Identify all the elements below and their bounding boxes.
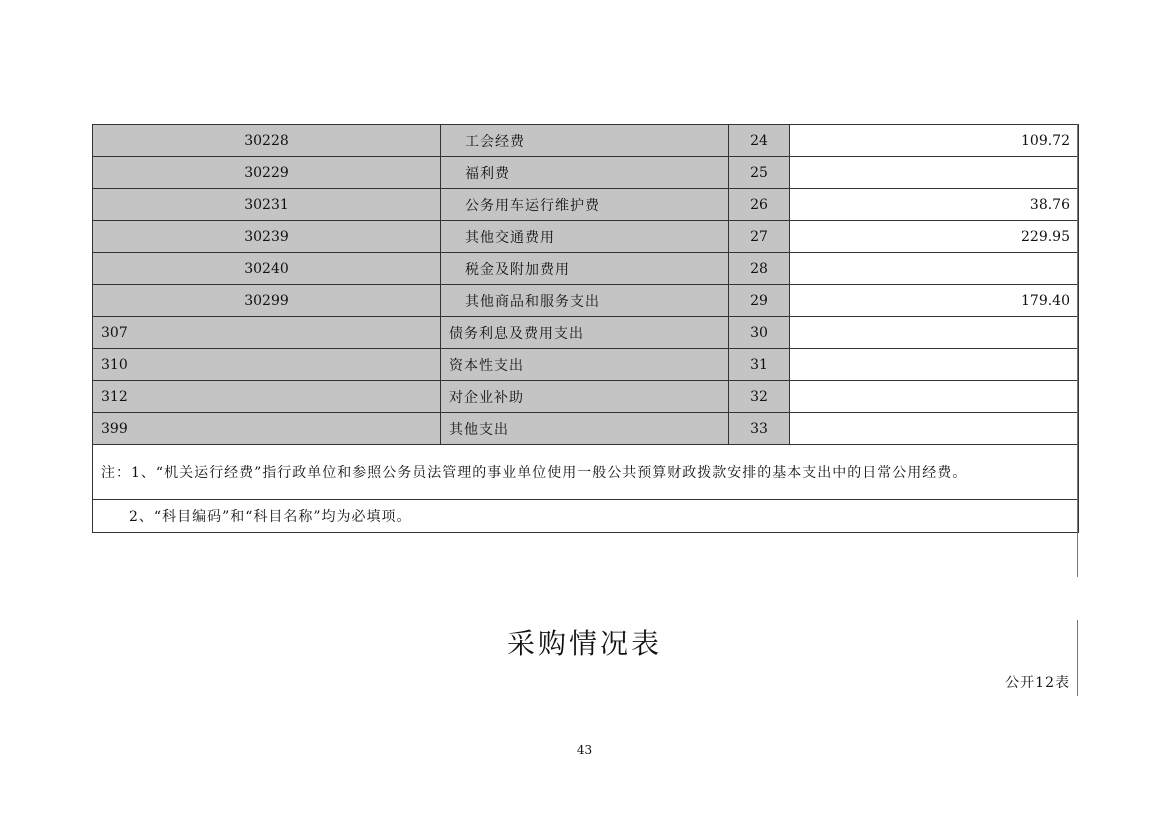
expenditure-table [92,124,1079,533]
subject-name: 公务用车运行维护费 [441,189,729,221]
line-number: 27 [729,221,790,253]
subject-code: 307 [93,317,441,349]
subject-code: 399 [93,413,441,445]
subject-code: 30231 [93,189,441,221]
table-row [93,253,1079,285]
amount-value [790,157,1079,189]
subject-code: 310 [93,349,441,381]
margin-rule [1077,124,1078,577]
table-row [93,189,1079,221]
subject-name: 债务利息及费用支出 [441,317,729,349]
table-row [93,221,1079,253]
page-number: 43 [576,743,593,757]
note-row [93,500,1079,533]
table-row [93,349,1079,381]
subject-code: 312 [93,381,441,413]
table-row [93,381,1079,413]
amount-value [790,381,1079,413]
line-number: 26 [729,189,790,221]
amount-value [790,349,1079,381]
table-row [93,157,1079,189]
amount-value [790,317,1079,349]
note-row [93,445,1079,500]
line-number: 33 [729,413,790,445]
subject-code: 30229 [93,157,441,189]
table-row [93,285,1079,317]
table-row [93,125,1079,157]
subject-code: 30239 [93,221,441,253]
amount-value [790,413,1079,445]
line-number: 24 [729,125,790,157]
note-text: 注：1、“机关运行经费”指行政单位和参照公务员法管理的事业单位使用一般公共预算财政拨款安排的基本支出中的日常公用经费。 [93,445,1079,500]
amount-value: 179.40 [790,285,1079,317]
amount-value: 38.76 [790,189,1079,221]
subject-name: 福利费 [441,157,729,189]
line-number: 29 [729,285,790,317]
table-number: 公开12表 [1005,675,1070,691]
line-number: 25 [729,157,790,189]
subject-name: 其他交通费用 [441,221,729,253]
line-number: 30 [729,317,790,349]
amount-value [790,253,1079,285]
line-number: 32 [729,381,790,413]
subject-name: 工会经费 [441,125,729,157]
subject-code: 30228 [93,125,441,157]
table-row [93,317,1079,349]
subject-name: 对企业补助 [441,381,729,413]
amount-value: 229.95 [790,221,1079,253]
line-number: 31 [729,349,790,381]
note-text: 2、“科目编码”和“科目名称”均为必填项。 [93,500,1079,533]
amount-value: 109.72 [790,125,1079,157]
line-number: 28 [729,253,790,285]
section-title: 采购情况表 [506,627,662,660]
subject-name: 其他商品和服务支出 [441,285,729,317]
subject-name: 资本性支出 [441,349,729,381]
subject-code: 30299 [93,285,441,317]
subject-name: 税金及附加费用 [441,253,729,285]
table-row [93,413,1079,445]
subject-name: 其他支出 [441,413,729,445]
subject-code: 30240 [93,253,441,285]
